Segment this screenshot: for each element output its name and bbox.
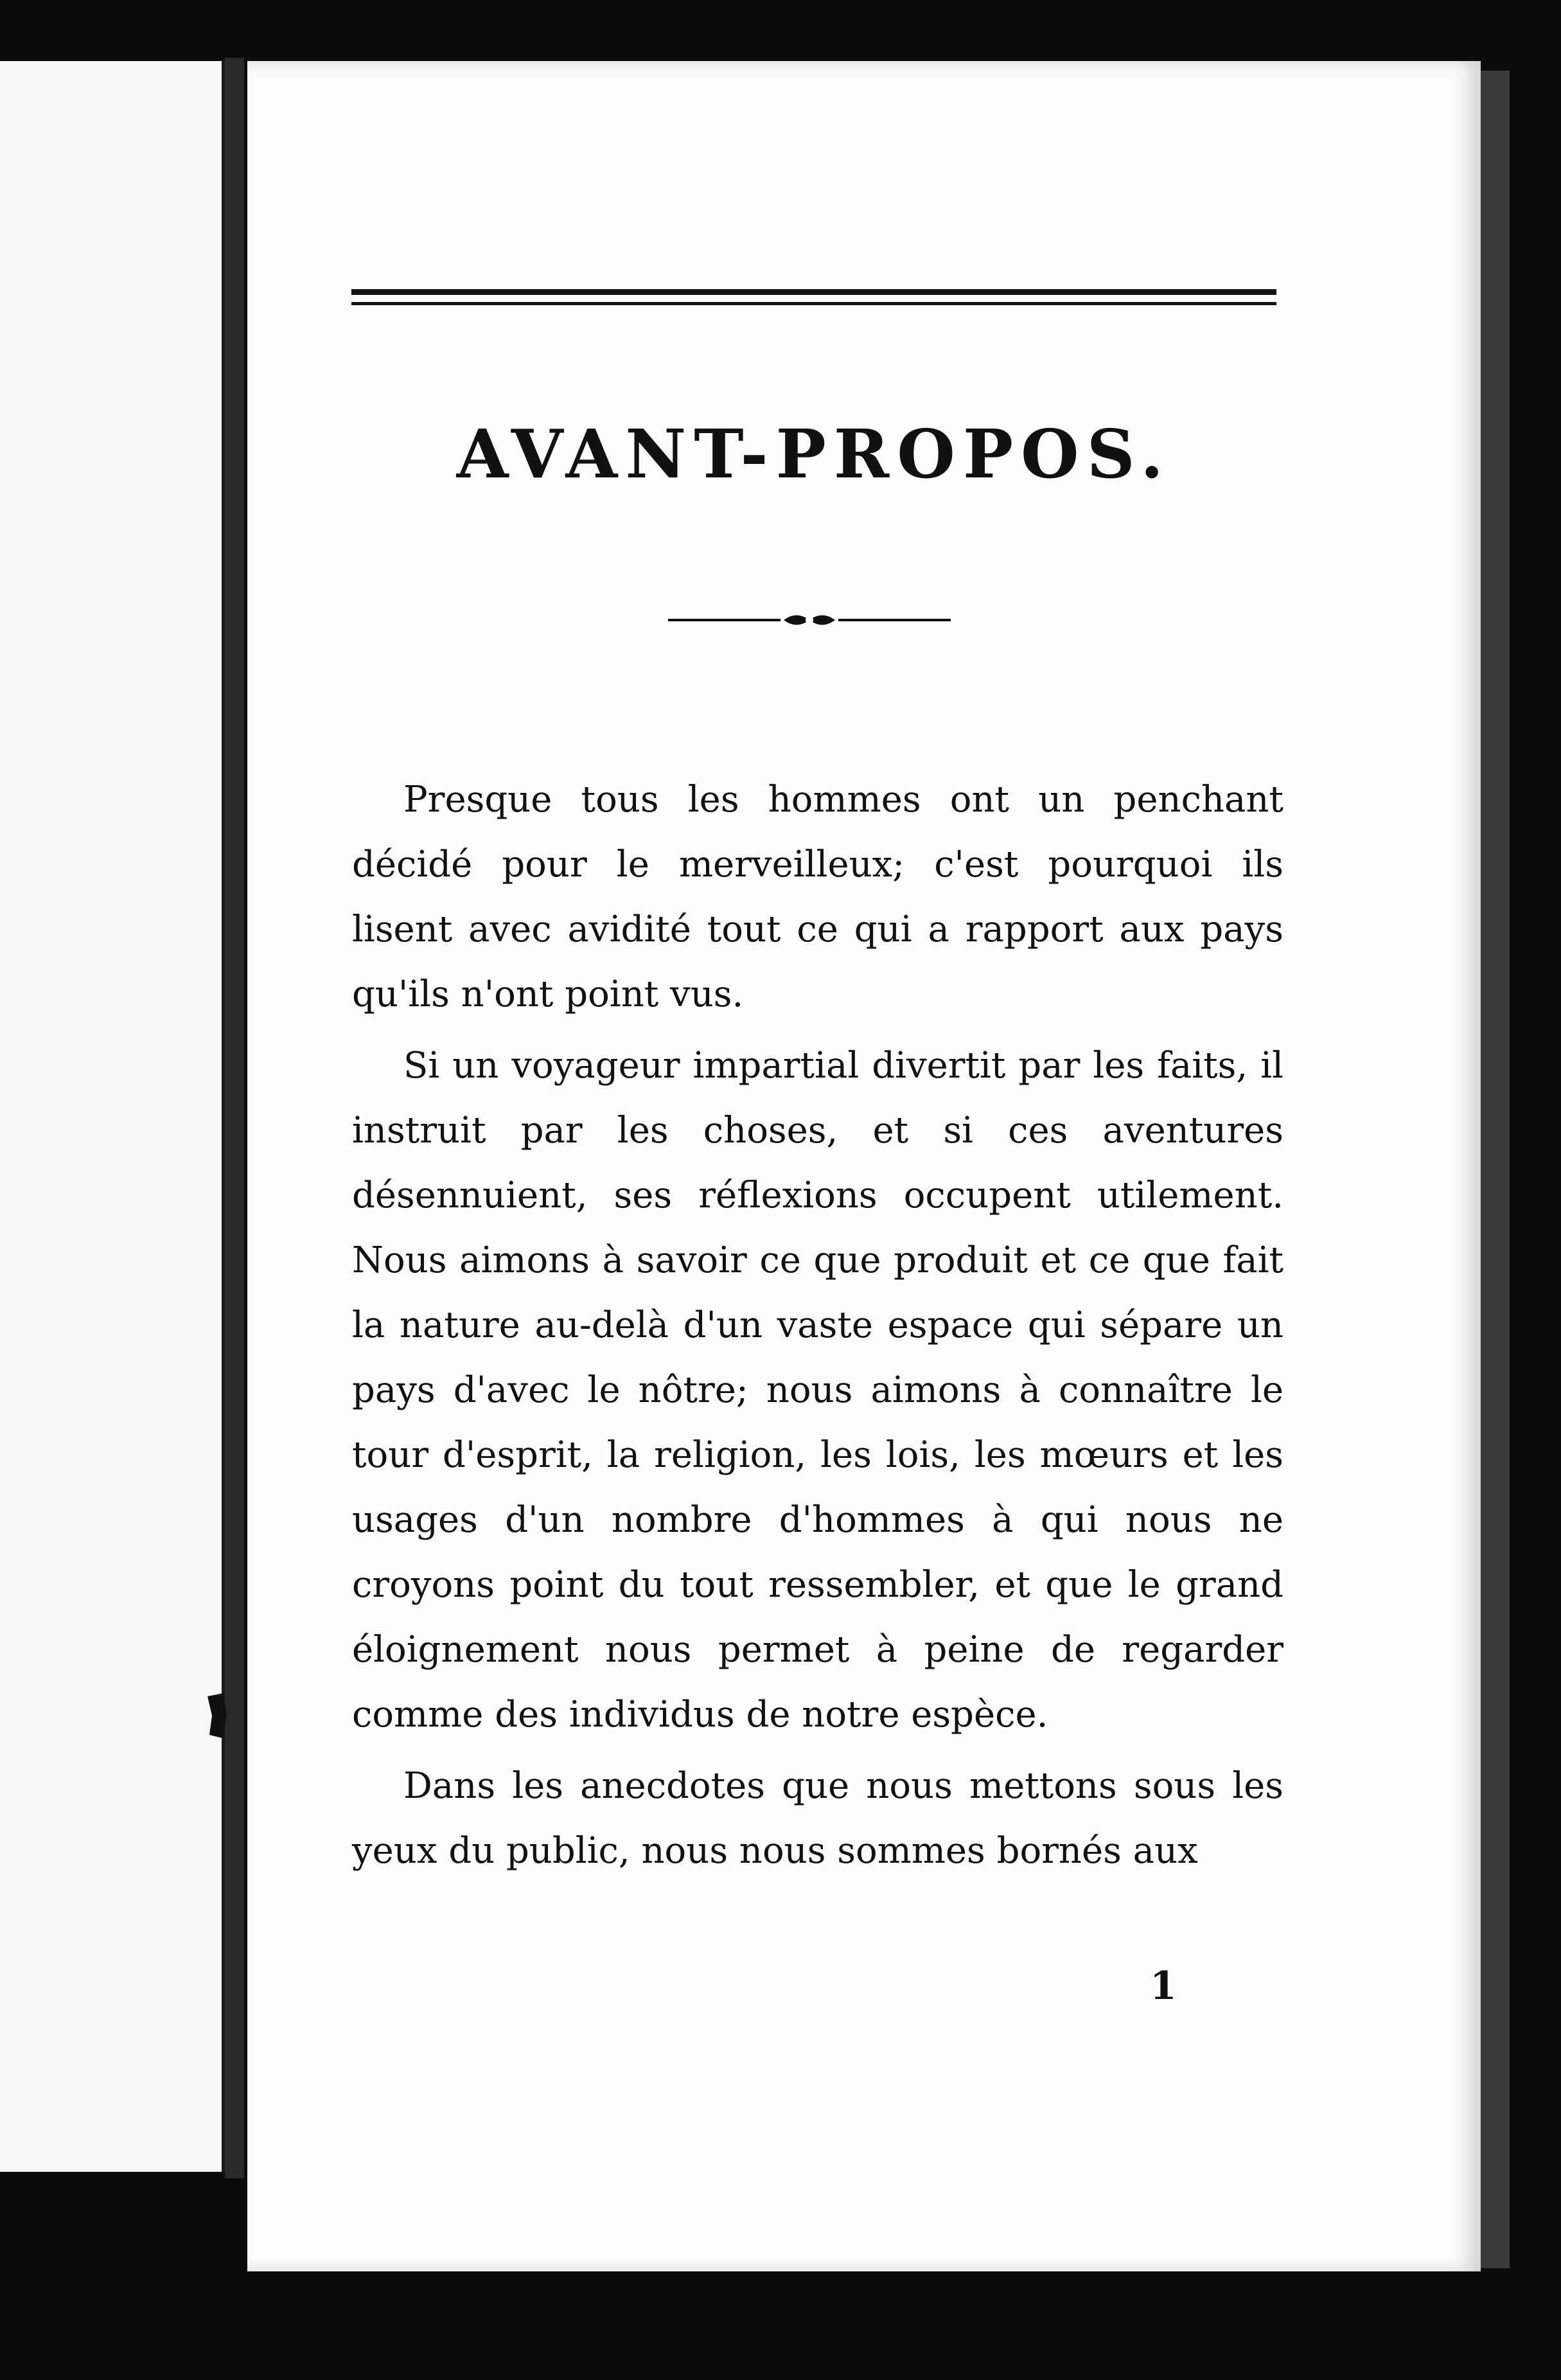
rule-thick-line [351, 289, 1276, 295]
paragraph-1: Presque tous les hommes ont un penchant décidé pour le merveilleux; c'est pourquoi ils lisent avec avidité tout ce qui a rapport aux pays qu'ils n'ont point vus. [352, 779, 1283, 1015]
binding-mark-icon [204, 1690, 230, 1741]
ornament-divider-icon [668, 610, 951, 630]
facing-page-blank [0, 61, 233, 2172]
page-title: AVANT-PROPOS. [456, 414, 1172, 493]
rule-thin-line [351, 302, 1276, 305]
book-gutter [225, 58, 244, 2178]
paragraph-3: Dans les anecdotes que nous mettons sous les yeux du public, nous nous sommes bornés aux [352, 1765, 1283, 1872]
body-text [352, 767, 1283, 1890]
paragraph-2: Si un voyageur impartial divertit par les faits, il instruit par les choses, et si ces aventures désennuient, ses réflexions occupent utilement. Nous aimons à savoir ce que produit et ce que fait la nature au-delà d'un vaste espace qui sépare un pays d'avec le nôtre; nous aimons à connaître le tour d'esprit, la religion, les lois, les mœurs et les usages d'un nombre d'hommes à qui nous ne croyons point du tout ressembler, et que le grand éloignement nous permet à peine de regarder comme des individus de notre espèce. [352, 1045, 1283, 1736]
header-double-rule [351, 289, 1276, 312]
page-number: 1 [1150, 1964, 1177, 2009]
page-edge-shadow [1481, 71, 1510, 2268]
